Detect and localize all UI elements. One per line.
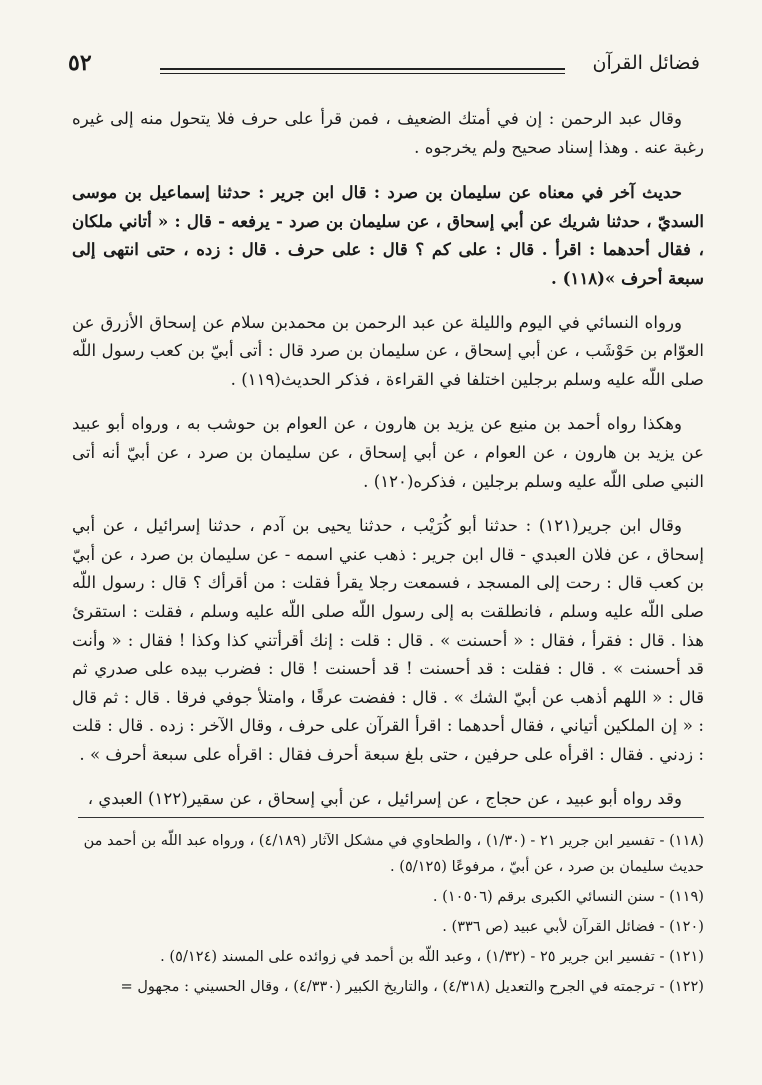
paragraph: ورواه النسائي في اليوم والليلة عن عبد الرحمن بن محمدبن سلام عن إسحاق الأزرق عن العوّام بن حَوْشَب ، عن أبي إسحاق ، عن سليمان بن صرد قال : أتى أبيّ بن كعب رسول اللّه صلى اللّه عليه وسلم برجلين اختلفا في القراءة ، فذكر الحديث(١١٩) . <box>72 312 704 389</box>
footnote: (١٢١) - تفسير ابن جرير ٢٥ - (١/٣٢) ، وعبد اللّه بن أحمد في زوائده على المسند (٥/١٢٤) . <box>160 948 704 965</box>
page-number: ٥٢ <box>68 50 92 76</box>
header-rule <box>160 68 565 70</box>
main-text <box>72 105 704 830</box>
footnote: (١١٨) - تفسير ابن جرير ٢١ - (١/٣٠) ، والطحاوي في مشكل الآثار (٤/١٨٩) ، ورواه عبد اللّه بن أحمد من حديث سليمان بن صرد ، عن أبيّ ، مرفوعًا (٥/١٢٥) . <box>83 832 704 875</box>
paragraph: وقد رواه أبو عبيد ، عن حجاج ، عن إسرائيل ، عن أبي إسحاق ، عن سقير(١٢٢) العبدي ، <box>87 789 682 809</box>
book-title: فضائل القرآن <box>592 52 700 74</box>
paragraph: حديث آخر في معناه عن سليمان بن صرد : قال ابن جرير : حدثنا إسماعيل بن موسى السديّ ، حدثنا شريك عن أبي إسحاق ، عن سليمان بن صرد - يرفعه - قال : « أتاني ملكان ، فقال أحدهما : اقرأ . قال : على كم ؟ قال : على حرف . قال : زده ، حتى انتهى إلى سبعة أحرف »(١١٨) . <box>72 182 704 288</box>
paragraph: وقال عبد الرحمن : إن في أمتك الضعيف ، فمن قرأ على حرف فلا يتحول منه إلى غيره رغبة عنه . وهذا إسناد صحيح ولم يخرجوه . <box>72 109 704 157</box>
footnote-divider <box>78 817 704 818</box>
footnotes <box>78 828 704 1004</box>
header-rule-thin <box>160 73 565 74</box>
footnote: (١١٩) - سنن النسائي الكبرى برقم (١٠٥٠٦) . <box>432 888 704 905</box>
footnote: (١٢٢) - ترجمته في الجرح والتعديل (٤/٣١٨) ، والتاريخ الكبير (٤/٣٣٠) ، وقال الحسيني : مجهول = <box>120 978 704 995</box>
paragraph: وهكذا رواه أحمد بن منيع عن يزيد بن هارون ، عن العوام بن حوشب به ، ورواه أبو عبيد عن يزيد بن هارون ، عن العوام ، عن أبي إسحاق ، عن سليمان بن صرد ، عن أبيّ أنه أتى النبي صلى اللّه عليه وسلم برجلين ، فذكره(١٢٠) . <box>72 414 704 491</box>
footnote: (١٢٠) - فضائل القرآن لأبي عبيد (ص ٣٣٦) . <box>442 918 704 935</box>
paragraph: وقال ابن جرير(١٢١) : حدثنا أبو كُرَيْب ، حدثنا يحيى بن آدم ، حدثنا إسرائيل ، عن أبي إسحاق ، عن فلان العبدي - قال ابن جرير : ذهب عني اسمه - عن سليمان بن صرد ، عن أبيّ بن كعب قال : رحت إلى المسجد ، فسمعت رجلا يقرأ فقلت : من أقرأك ؟ قال : رسول اللّه صلى اللّه عليه وسلم ، فانطلقت به إلى رسول اللّه صلى اللّه عليه وسلم ، فقلت : استقرئ هذا . قال : فقرأ ، فقال : « أحسنت » . قال : قلت : إنك أقرأتني كذا وكذا ! فقال : « وأنت قد أحسنت » . قال : فقلت : قد أحسنت ! قد أحسنت ! قال : فضرب بيده على صدري ثم قال : « اللهم أذهب عن أبيّ الشك » . قال : ففضت عرقًا ، وامتلأ جوفي فرقا . قال : ثم قال : « إن الملكين أتياني ، فقال أحدهما : اقرأ القرآن على حرف ، وقال الآخر : زده . قال : قلت : زدني . فقال : اقرأه على حرفين ، حتى بلغ سبعة أحرف فقال : اقرأه على سبعة أحرف » . <box>72 516 704 764</box>
page-header <box>60 50 700 90</box>
